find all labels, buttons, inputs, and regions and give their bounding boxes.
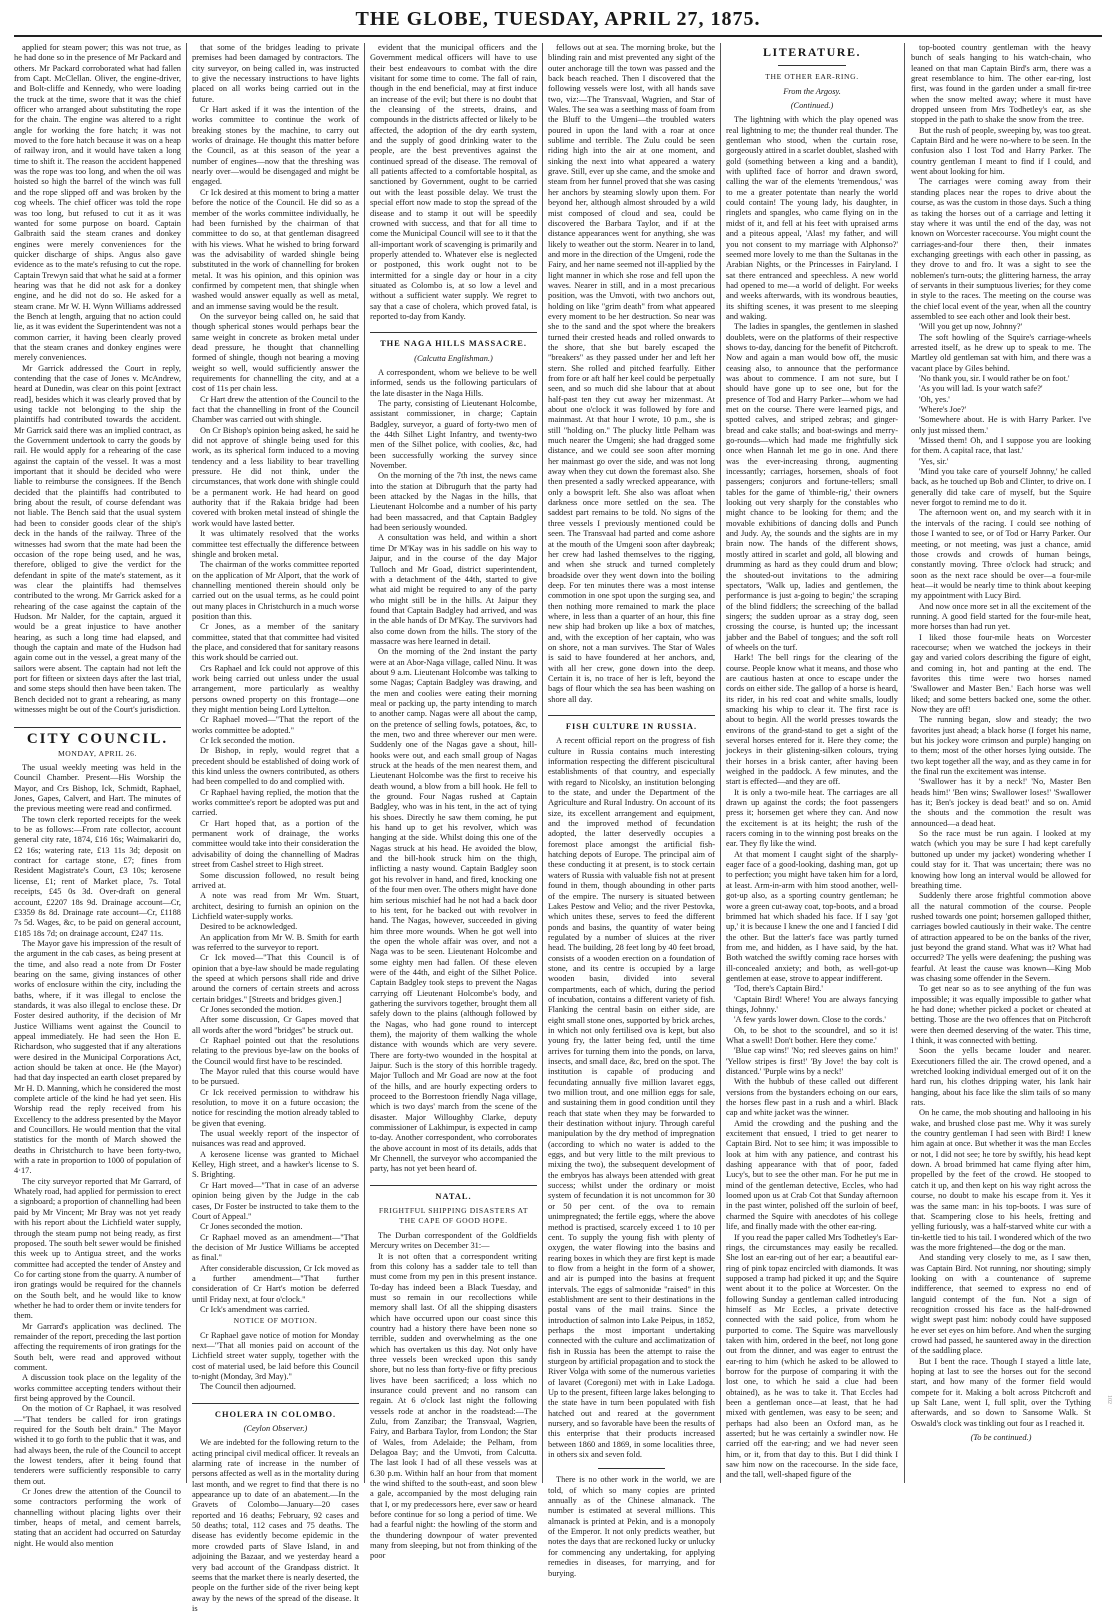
paragraph: that some of the bridges leading to private premises had been damaged by contractors. The city surveyor, on being called in, was instructed to give the necessary instructions to have lights placed on all works being carried out in the future. <box>192 43 359 104</box>
column-3 <box>370 43 537 1561</box>
story-source: From the Argosy. <box>783 86 841 96</box>
paragraph: Hark! The bell rings for the clearing of the course. People know what it means, and those who are cautious hasten at once to escape under the cords on either side. The gallop of a horse is heard, its rider, in his red coat and white smalls, loudly smacking his whip to clear it. The first race is about to begin. All the world presses towards the environs of the grand-stand to get a sight of the several horses entered for it. Here they come; the jockeys in their glistening-silken colours, trying their horses in a brisk canter, after having been weighed in the paddock. A few minutes, and the start is effected—and they are off. <box>726 653 898 787</box>
paragraph: 'Mind you take care of yourself Johnny,' he called back, as he touched up Bob and Clinter, to drive on. I generally did take care of myself, but the Squire never forgot to remind me to do it. <box>911 467 1091 508</box>
section-heading-city-council: CITY COUNCIL. <box>14 727 181 744</box>
paragraph: 'Missed them! Oh, and I suppose you are looking for them. A capital race, that last.' <box>911 436 1091 456</box>
paragraph: On Cr Bishop's opinion being asked, he said he did not approve of shingle being used for this work, as its spherical form induced to a moving tendency and a less liability to bear travelling pressure. He did not think, under the circumstances, that work done with shingle could be a permanent work. He had heard on good authority that if the Rakaia bridge had been covered with broken metal instead of shingle the work would have lasted better. <box>192 425 359 528</box>
paragraph: Cr Ick desired at this moment to bring a matter before the notice of the Council. He did so as a member of the works committee individually, he had been furnished by the chairman of that committee to do so, at that gentleman disagreed with his views. What he wished to bring forward was the advisability of warded shingle being substituted in the work of channelling for broken metal. It was his opinion, and this opinion was confirmed by competent men, that shingle when washed would answer equally as well as metal, and an immense saving would be the result. <box>192 187 359 311</box>
paragraph: Soon the yells became louder and nearer. Executioners filled the air. The crowd opened, and a wretched looking individual emerged out of it on the hard run, his clothes dripping water, his lank hair hanging, about his face like the slim tails of so many rats. <box>911 1046 1091 1108</box>
paragraph: fellows out at sea. The morning broke, but the blinding rain and mist prevented any sight of the outer anchorage till the town was passed and the back beach reached. Then I discovered that the following vessels were lost, with all hands save two, viz:—The Transvaal, Wagrien, and Star of Wales. The sea was a seething mass of foam from the Bluff to the Umgeni—the troubled waters poured in upon the land with a roar at once sublime and terrible. The Zulu could be seen riding high into the air at one moment, and sinking the next into what appeared a watery grave. Still, ever up she came, and the smoke and steam from her funnel proved that she was casing her anchors by steaming slowly upon them. For beyond her, although almost shrouded by a wild mist composed of cloud and sea, could be discovered the Barbara Taylor, and if at the distance appearances went for anything, she was likely to weather out the storm. Nearer in to land, and more in the direction of the Umgeni, rode the Fairy, and her name seemed not ill-applied by the light manner in which she rose and fell upon the waves. Nearer in still, and in a most precarious position, was the Umvoti, with two anchors out, holding on like "grim death" from what appeared every moment to be her destruction. So near was she to the sand and the spot where the breakers turned their crested heads and rolled onwards to the shore, that she but barely escaped the "breakers" as they passed under her and left her stern. She rolled and pitched fearfully. Either from fore or aft half her keel could be perpetually seen, and so much did she labour that at about half-past ten they cut away her mizenmast. At about one o'clock it was followed by fore and mainmast. At that hour I wrote, 10 p.m., she is still "holding on." The plucky little Pelham was much nearer the Umgeni; she had dragged some distance, and we could see soon after morning her mainmast go over the side, and was not long away when they cut down the foremast also. She then presented a sadly wrecked appearance, with only a bowsprit left. She also was afloat when darkness once more settled on the sea. The saddest part remains to be told. No signs of the three vessels I previously mentioned could be seen. The Transvaal had parted and come ashore at the mouth of the Umgeni soon after daybreak; her crew had lashed themselves to the rigging, and when she struck and turned completely broadside over they went down into the boiling deep. For ten minutes there was a most intense commotion in one spot upon the surging sea, and then nothing more remained to mark the place where, in less than a quarter of an hour, this fine new ship had broken up like a box of matches, and, with the exception of her captain, who was on shore, not a man survives. The Star of Wales is said to have foundered at her anchors, and, with all her crew, gone down into the deep. Certain it is, no trace of her is left, beyond the bags of flour which the sea has been washing on shore all day. <box>548 43 715 704</box>
paragraph: It is only a two-mile heat. The carriages are all drawn up against the cords; the foot passengers press it; horsemen get where they can. And now the excitement is at its height; the rush of the racers coming in to the winning post breaks on the ear. They fly like the wind. <box>726 787 898 849</box>
column-divider <box>720 43 721 1483</box>
paragraph: 'Swallower has it by a neck!' 'No, Master Ben heads him!' 'Ben wins; Swallower loses!' 'Swallower has it; Ben's jockey is dead beat!' and so on. Amid the shouts and the commotion the result was announced—a dead heat. <box>911 777 1091 828</box>
paragraph: Cr Hart hoped that, as a portion of the permanent work of drainage, the works committee would take into their consideration the advisability of doing the channelling of Madras street from Cashel street to High street. <box>192 818 359 870</box>
paragraph: The chairman of the works committee reported on the application of Mr Alport, that the work of channelling mentioned therein should only be carried out on the usual terms, as he could point out many places in Christchurch in a much worse position than this. <box>192 560 359 621</box>
paragraph: With the hubbub of these called out different versions from the bystanders echoing on our ears, the horses flew past in a rush and a whirl. Black cap and white jacket was the winner. <box>726 1077 898 1118</box>
paragraph: The usual weekly report of the inspector of nuisances was read and approved. <box>192 1129 359 1149</box>
paragraph: Cr Hart drew the attention of the Council to the fact that the channelling in front of the Council Chamber was carried out with shingle. <box>192 394 359 425</box>
paragraph: 'Yes, sir.' <box>919 456 949 466</box>
masthead: THE GLOBE, TUESDAY, APRIL 27, 1875. <box>14 6 1102 37</box>
paragraph: Cr Raphael pointed out that the resolutions relating to the previous bye-law on the books of the Council would first have to be rescinded. <box>192 1036 359 1066</box>
source-line: (Ceylon Observer.) <box>243 1424 308 1434</box>
paragraph: The lightning with which the play opened was real lightning to me; the thunder real thunder. The gentleman who stood, when the curtain rose, gorgeously attired in a scarlet doublet, slashed with gold (something between a king and a bandit), with uplifted face of horror and drawn sword, calling the war of the elements 'tremendous,' was to me a greater potentate than nearly the world could contain! The young lady, his daughter, in ringlets and spangles, who came flying on in the midst of it, and fell at his feet with upraised arms and a piteous appeal, 'Alas! my father, and will you not consent to my marriage with Alphonso?' seemed more lovely to me than the Sultanas in the Arabian Nights, or the Princesses in Fairyland. I sat there entranced and speechless. A new world had opened to me—a world of delight. For weeks and weeks afterwards, with its wondrous beauties, its shifting scenes, it was present to me sleeping and waking. <box>726 115 898 321</box>
column-2 <box>192 43 359 1613</box>
paragraph: 'Somewhere about. He is with Harry Parker. I've only just missed them.' <box>911 415 1091 435</box>
paragraph: Cr Hart asked if it was the intention of the works committee to continue the work of breaking stones by the machine, to carry out works of drainage. He thought this matter before the Council, as at this season of the year a number of engines—now that the threshing was nearly over—would be disengaged and might be engaged. <box>192 105 359 187</box>
column-divider <box>364 43 365 1483</box>
paragraph: The usual weekly meeting was held in the Council Chamber. Present—His Worship the Mayor, and Crs Bishop, Ick, Schmidt, Raphael, Jones, Gapes, Calvert, and Hart. The minutes of the previous meeting were read and confirmed. <box>14 763 181 814</box>
paragraph: Cr Ick's amendment was carried. <box>200 1304 310 1314</box>
paragraph: The Durban correspondent of the Goldfields Mercury writes on December 31:— <box>370 1230 537 1251</box>
columns <box>14 43 1102 1613</box>
column-divider <box>904 43 905 1483</box>
paragraph: 'Oh, yes.' <box>919 394 950 404</box>
paragraph: And now once more set in all the excitement of the running. A good field started for the four-mile heat, more horses than had run yet. <box>911 601 1091 632</box>
paragraph: Cr Ick received permission to withdraw his resolution, to move it on a future occasion; the notice for rescinding the motion already tabled to be given that evening. <box>192 1087 359 1128</box>
section-heading-fish-culture: FISH CULTURE IN RUSSIA. <box>548 715 715 732</box>
paragraph: I liked those four-mile heats on Worcester racecourse; when we watched the jockeys in their gay and varied colors describing the figure of eight, and coming in, hot and panting at the end. The favorites this time were two horses named 'Swallower and Master Ben.' Each horse was well liked; and some betters backed one, some the other. Now they are off! <box>911 632 1091 714</box>
paragraph: Suddenly there arose frightful commotion above all the natural commotion of the course. People rushed towards one point; horsemen galloped thither, carriages bowled cautiously in their wake. The centre of attraction appeared to be on the banks of the river, just beyond the grand stand. What was it? What had occurred? The yells were deafening; the pushing was fearful. At least the cause was known—King Mob was chasing some offender in the Severn. <box>911 891 1091 983</box>
paragraph: The Mayor ruled that this course would have to be pursued. <box>192 1067 359 1087</box>
paragraph: Cr Raphael gave notice of motion for Monday next—"That all monies paid on account of the Lichfield street water supply, together with the cost of material used, be laid before this Council to-night (Monday, 3rd May)." <box>192 1330 359 1381</box>
paragraph: A note was read from Mr Wm. Stuart, architect, desiring to furnish an opinion on the Lichfield water-supply works. <box>192 891 359 921</box>
paragraph: The Mayor gave his impression of the result of the argument in the cab cases, as being present at the time, and also read a note from Dr Foster bearing on the same, giving instances of other works of enclosure within the city, including the baths, where, if it was illegal to enclose the standards, it was also illegal to enclose these. Dr Foster desired authority, if the decision of Mr Justice Williams went against the Council to appeal immediately. He had seen the Hon E. Richardson, who suggested that if any alterations were desired in the Municipal Corporations Act, action should be taken at once. He (the Mayor) had that day inspected an earth closet prepared by Mr H. D. Manning, which he considered the most complete article of the kind he had yet seen. His Worship read the reply received from his Excellency to the address presented by the Mayor and Councillors. He would mention that the vital statistics for the month of March showed the deaths in Christchurch to have been forty-two, with a rate in proportion to 1000 of population of 4·17. <box>14 938 181 1176</box>
paragraph: 'Where's Joe?' <box>919 405 967 415</box>
separator-rule <box>598 1468 665 1469</box>
paragraph: But I bent the race. Though I stayed a little late, hoping at last to see the horses out for the second start, and how many of the former field would compete for it. Making a bolt across Pitchcroft and up Salt Lane, went I, full split, over the Tything afterwards, and so down to Sansome Walk. St Oswald's clock was tinkling out four as I reached it. <box>911 1356 1091 1428</box>
paragraph: evident that the municipal officers and the Government medical officers will have to use their best endeavours to combat with the dire visitant for some time to come. The fall of rain, though in the end beneficial, may at first induce an increase of the evil; but there is no doubt that the cleansing of the streets, drains, and compounds in the districts affected or likely to be affected, the adoption of the dry earth system, and the supply of good drinking water to the people, are the best preventives against the continued spread of the disease. The removal of all patients affected to a comfortable hospital, as sanctioned by Government, ought to be carried out with the least possible delay. We trust the special effort now made to stop the spread of the disease and to stamp it out will be speedily crowned with success, and that for all time to come the Municipal Council will see to it that the all-important work of scavenging is primarily and properly attended to. Whatever else is neglected or postponed, this work ought not to be intermitted for a single day or hour in a city situated as Colombo is, at so low a level and without a sufficient water supply. We regret to say that a case of cholera, which proved fatal, is reported to-day from Kandy. <box>370 43 537 321</box>
continued-note: (Continued.) <box>790 101 834 111</box>
paragraph: The Council then adjourned. <box>200 1382 296 1392</box>
paragraph: At that moment I caught sight of the sharply-eager face of a good-looking, dashing man, got up to perfection; you might have taken him for a lord, at least. Arm-in-arm with him stood another, well-got-up also, as a sporting country gentleman; he wore a green cut-away coat, top-boots, and a broad brimmed hat which shaded his face. If I say 'got up,' it is because I knew the one and I fancied I did the other. But the latter's face was partly turned from me, and hidden, as I have said, by the hat. Both watched the swiftly coming race horses with ill-concealed anxiety; and both, as well-got-up gentlemen at ease, strove to appear indifferent. <box>726 849 898 983</box>
paragraph: 'Will you get up now, Johnny?' <box>919 322 1023 332</box>
paragraph: Cr Jones seconded the motion. <box>200 1222 303 1232</box>
paragraph: So the race must be run again. I looked at my watch (which you may be sure I had kept carefully buttoned up under my jacket) wondering whether I could stay for it. That was uncertain; there was no knowing how long an interval would be allowed for breathing time. <box>911 829 1091 890</box>
paragraph: The ladies in spangles, the gentlemen in slashed doublets, were on the platforms of their respective shows to-day, dancing for the benefit of Pitchcroft. Now and again a man would bow off, the music ceasing also, to announce that the performance was about to commence. I am not sure, but I should have gone up to see one, but for the presence of Tod and Harry Parker—whom we had met on the course. There were learned pigs, and spotted calves, and striped zebras; and ginger-bread and cake stalls; and boat-swings and merry-go-rounds—which had made me frightfully sick once when Hannah let me go in one. And there was the ever-increasing throng, augmenting incessantly; carriages, horsemen, shoals of foot passengers; conjurors and fortune-tellers; small tables for the game of 'thimble-rig,' their owners looking out very sharply for the constables who might chance to be looking for them; and the movable exhibitions of dancing dolls and Punch and Judy. Ay, the sounds and the sights are in my brain now. The hands of the different shows, mostly attired in scarlet and gold, all blowing and drumming as hard as they could drum and blow; the shouted-out invitations to the admiring spectators, 'Walk up, ladies and gentlemen, the performance is just a-going to begin;' the scraping of the blind fiddlers; the screeching of the ballad singers; the sudden uproar as a stray dog, seen crossing the course, is hunted up; the incessant jabber and the Babel of tongues; and the soft roll of wheels on the turf. <box>726 322 898 652</box>
paragraph: Mr Garrard's application was declined. The remainder of the report, preceding the last portion affecting the requirements of iron gratings for the South belt, were read and approved without comment. <box>14 1321 181 1372</box>
paragraph: 'Tod, there's Captain Bird.' <box>734 984 823 994</box>
paragraph: On the morning of the 7th inst, the news came into the station at Dibrugurh that the party had been attacked by the Nagas in the hills, that Lieutenant Holcombe and a number of his party had been massacred, and that Captain Badgley had been seriously wounded. <box>370 471 537 533</box>
section-heading-cholera: CHOLERA IN COLOMBO. <box>192 1403 359 1420</box>
paragraph: Cr Ick seconded the motion. <box>200 736 295 746</box>
column-4 <box>548 43 715 1578</box>
section-heading-literature: LITERATURE. <box>763 45 861 59</box>
paragraph: It is not often that a correspondent writing from this colony has a sadder tale to tell than must come from my pen in this present instance. To-day has indeed been a Black Tuesday, and must so remain in our recollections while memory shall last. Of all the shipping disasters which have occurred upon our coast since this country had a history there have been none so terrible, sudden and overwhelming as the one which has overtaken us this day. Not only have three vessels been wrecked upon this sandy shore, but no less than forty-five or fifty precious lives have been sacrificed; a loss which no insurance could prevent and no ransom can regain. At 6 o'clock last night the following vessels rode at anchor in the roadstead:—The Zulu, from Zanzibar; the Transvaal, Wagrien, Fairy, and Barbara Taylor, from London; the Star of Wales, from Adelaide; the Pelham, from Delagoa Bay; and the Umvoti, from Calcutta. The last look I had of all these vessels was at 6.30 p.m. Within half an hour from that moment the wind shifted to the south-east, and soon blew a gale, accompanied by the most deluging rain that I, or my predecessors here, ever saw or heard before continue for so long a period of time. We had a fearful night: the howling of the storm and the thundering downpour of water prevented many from sleeping, but not from thinking of the poor <box>370 1251 537 1561</box>
paragraph: The afternoon went on, and my search with it in the intervals of the racing. I could see nothing of those I wanted to see, or of Tod or Harry Parker. Our meeting, or not meeting, was just a chance, amid those crowds and crowds of human beings, constantly moving. Three o'clock had struck; and soon as the next race should be over—a four-mile heat—it would be nearly time to think about keeping my appointment with Lucy Bird. <box>911 508 1091 601</box>
paragraph: Mr Garrick addressed the Court in reply, contending that the case of Jones v. McAndrew, heard at Dunedin, was clear on this point [extract read], besides which it was clearly proved that by using tackle not belonging to the ship the plaintiffs had contributed towards the accident. Mr Garrick said there was an implied contract, as the Government undertook to carry the goods by rail. He would apply for a rehearing of the case against the captain of the vessel. It was a most important that it should be decided who were liable to reimburse the consignees. If the Bench decided that the plaintiffs had contributed to bring about the result, of course defendant was not liable. The Bench said that the usual system had been to consider goods clear of the ship's deck in the hands of the railway. Three of the witnesses had sworn that the mate had been the occasion of the rope being used, and he was, therefore, obliged to give the verdict for the defendant in spite of the mate's statement, as it was clear the plaintiffs had themselves contributed to the wrong. Mr Garrick asked for a rehearing of the case against the captain of the Hudson. Mr Nalder, for the captain, argued it would be a great injustice to have another hearing, as such a long time had elapsed, and though the captain and mate of the Hudson had again come out in the vessel, a great many of the sailors were absent. The captain had not left the port for fifteen or sixteen days after the last trial, and some steps should then have been taken. The Bench decided not to grant a rehearing, as many witnesses might be out of the Court's jurisdiction. <box>14 363 181 714</box>
subheading-notice-of-motion: NOTICE OF MOTION. <box>233 1316 318 1326</box>
paragraph: Cr Hart moved—"That in case of an adverse opinion being given by the Judge in the cab cases, Dr Foster be instructed to take them to the Court of Appeal." <box>192 1180 359 1221</box>
paragraph: The carriages were coming away from their standing places near the ropes to drive about the course, as was the custom in those days. Such a thing as taking the horses out of a carriage and letting it stay where it was until the end of the day, was not known on Worcester racecourse. You might count the carriages-and-four there then, their inmates exchanging greetings with each other in passing, as they drove to and fro. It was a sight to see the noblemen's turn-outs; the glittering harness, the array of servants in their sumptuous liveries; for they come in style to the races. The meeting on the course was the chief local event of the year, when all the country assembled to see each other and look their best. <box>911 177 1091 321</box>
separator-rule <box>778 65 847 66</box>
paragraph: A discussion took place on the legality of the works committee accepting tenders without their first being approved by the Council. <box>14 1373 181 1403</box>
paragraph: 'Blue cap wins!' 'No; red sleeves gains on him!' 'Yellow stripes is first!' 'By Jove! the bay colt is distanced.' 'Purple wins by a neck!' <box>726 1046 898 1076</box>
paragraph: The soft howling of the Squire's carriage-wheels arrested itself, as he drew up to speak to me. The Martley old gentleman sat with him, and there was a vacant place by Giles behind. <box>911 332 1091 373</box>
paragraph: To get near so as to see anything of the fun was impossible; it was equally impossible to gather what he had done; whether picked a pocket or cheated at betting. Those are the two offences that on Pitchcroft were then deemed deserving of the water. This time, I think, it was connected with betting. <box>911 984 1091 1045</box>
paragraph: The city surveyor reported that Mr Garrard, of Whately road, had applied for permission to erect a signboard; a proportion of channelling had been paid by Mr Vincent; Mr Bray was not yet ready with his report about the Lichfield water supply, through the steam pump not being ready, as first proposed. The south belt sewer would be finished this week up to Antigua street, and the works committee had accepted the tender of Anstey and Co for carting stone from the quarry. A number of iron gratings would be required for the channels on the South belt, and he would like to know whether he had to order them or invite tenders for them. <box>14 1176 181 1321</box>
paragraph: An application from Mr W. B. Smith for earth was referred to the surveyor to report. <box>192 932 359 952</box>
column-6 <box>911 43 1091 1483</box>
paragraph: top-booted country gentleman with the heavy bunch of seals hanging to his watch-chain, who leaned on that man Captain Bird's arm, there was a great resemblance to him. The other ear-ring, lost first, was found in the garden under a small fir-tree when the snow melted away; where it must have dropped unseen from Mrs Todhetley's ear, as she stopped in the path to shake the snow from the tree. <box>911 43 1091 125</box>
paragraph: There is no other work in the world, we are told, of which so many copies are printed annually as of the Chinese almanack. The number is estimated at several millions. This almanack is printed at Pekin, and is a monopoly of the Emperor. It not only predicts weather, but notes the days that are reckoned lucky or unlucky for commencing any undertaking, for applying remedies in diseases, for marrying, and for burying. <box>548 1475 715 1578</box>
paragraph: We are indebted for the following return to the acting principal civil medical officer. It reveals an alarming rate of increase in the number of persons affected as well as in the mortality during last month, and we regret to find that there is no appearance up to date of an abatement.—In the Gravets of Colombo—January—20 cases reported and 16 deaths; February, 92 cases and 50 deaths; total, 112 cases and 75 deaths. The disease has evidently become epidemic in the more crowded parts of Slave Island, in and adjoining the Bazaar, and we yesterday heard a very bad account of the Grandpass district. It seems that the market there is nearly deserted, the people on the further side of the river being kept away by the news of the spread of the disease. It is <box>192 1438 359 1613</box>
column-5 <box>726 43 898 1483</box>
paragraph: A consultation was held, and within a short time Dr M'Kay was in his saddle on his way to Jaipur, and in the course of the day Major Tulloch and Mr Goad, district superintendent, with a detachment of the 44th, started to give what aid might be required to any of the party who might still be in the hills. At Jaipur they found that Captain Badgley had arrived, and was in the able hands of Dr M'Kay. The survivors had also come down from the hills. The story of the massacre was here learned in detail. <box>370 533 537 646</box>
paragraph: Crs Raphael and Ick could not approve of this work being carried out unless under the usual arrangement, more particularly as wealthy persons owned property on this frontage—one they might mention being Lord Lyttelton. <box>192 663 359 714</box>
paragraph: If you read the paper called Mrs Todhetley's Ear-rings, the circumstances may easily be recalled. She lost an ear-ring out of her ear; a beautiful ear-ring of pink topaz encircled with diamonds. It was supposed a tramp had picked it up; and the Squire went about it to the police at Worcester. On the following Sunday a gentleman called introducing himself as Mr Eccles, a private detective connected with the said police, from whom he purported to come. The Squire was marvellously taken with him, ordered in the beef, not long gone out from the dinner, and was eager to entrust the ear-ring to him (which he asked to be allowed to borrow for the purpose of comparing it with the lost one, to which he said a clue had been obtained), as he was to take it. That Eccles had been a gentleman once—at least, that he had mixed with gentlemen, was easy to be seen; and perhaps had also been an Oxford man, as he asserted; but he was certainly a swindler now. He carried off the ear-ring; and we had never seen him, or it, from that day to this. But I did think I saw him now on the racecourse. In the side face, and the tall, well-shaped figure of the <box>726 1232 898 1480</box>
column-divider <box>542 43 543 1483</box>
paragraph: It was ultimately resolved that the works committee test effectually the difference between shingle and broken metal. <box>192 529 359 559</box>
to-be-continued-note: (To be continued.) <box>970 1433 1032 1443</box>
paragraph: Dr Bishop, in reply, would regret that a precedent should be established of doing work of this kind unless the owners contributed, as others had been compelled to do and complied with. <box>192 746 359 787</box>
paragraph: Some discussion followed, no result being arrived at. <box>192 870 359 890</box>
dateline: MONDAY, APRIL 26. <box>57 748 138 758</box>
subheading-shipping-disasters: FRIGHTFUL SHIPPING DISASTERS AT THE CAPE OF GOOD HOPE. <box>378 1206 529 1226</box>
paragraph: The running began, slow and steady; the two favorites just ahead; a black horse (I forget his name, but his jockey wore crimson and purple) hanging on to them; most of the other horses lying outside. The two kept together all the way, and as they came in for the final run the excitement was intense. <box>911 715 1091 777</box>
paragraph: Oh, to be shot to the scoundrel, and so it is! What a swell! Don't bother. Here they come.' <box>726 1025 898 1045</box>
paragraph: 'No thank you, sir. I would rather be on foot.' <box>919 374 1070 383</box>
edge-mark: 102 <box>1106 1395 1112 1404</box>
paragraph: Cr Jones, as a member of the sanitary committee, stated that that committee had visited the place, and considered that for sanitary reasons this work should be carried out. <box>192 622 359 663</box>
paragraph: The party, consisting of Lieutenant Holcombe, assistant commissioner, in charge; Captain Badgley, surveyor, a guard of forty-two men of the 44th Silhet Light Infantry, and twenty-two men of the Silhet police, with coolies, &c, had been successfully working the survey since November. <box>370 399 537 471</box>
story-title: THE OTHER EAR-RING. <box>765 72 859 82</box>
column-1 <box>14 43 181 1548</box>
paragraph: On the motion of Cr Raphael, it was resolved—"That tenders be called for iron gratings required for the South belt drain." The Mayor wished it to go forth to the public that it was, and had always been, the rule of the Council to accept the lowest tenders, after it being found that tenderers were sufficiently responsible to carry them out. <box>14 1404 181 1486</box>
paragraph: Cr Jones seconded the motion. <box>200 1004 303 1014</box>
paragraph: applied for steam power; this was not true, as he had done so in the presence of Mr Packard and others. Mr Packard corroborated what had fallen from Capt. McClellan. Oliver, the engine-driver, and Bolt-cliffe and Kennedy, who were loading the truck at the time, swore that it was the chief officer who arranged about substituting the rope for the chain. The engine was altered to a right angle for working the fore hatch; it was not moved to the fore hatch because it was on a heap of railway iron, and it would have taken a long time to shift it. The reason the accident happened was the rope was too long, and when the oil was hoisted so high the barrel of the winch was full and the rope slipped off and was broken by the cog wheels. The chief officer was told the rope was too long, but refused to cut it as it was wanted for some purpose on board. Captain Galbraith said the steam cranes and donkey engines were merely conveniences for the quicker discharge of ships. Angus also gave evidence as to the mate's refusing to cut the rope. Captain Trewyn said that what he said at a former hearing was that he did not ask for a donkey engine, and he did not do so. He asked for a steam crane. Mr W. H. Wynn Williams addressed the Bench at length, arguing that no action could lie, as it was evident the Superintendent was not a common carrier, it having been clearly proved that the steam cranes and donkey engines were merely conveniences. <box>14 43 181 363</box>
paragraph: And standing very closely to me, as I saw then, was Captain Bird. Not running, nor shouting; simply looking on with a countenance of supreme indifference, that seemed to express no end of languid contempt of the fun. Not a sign of recognition crossed his face as the half-drowned wight swept past him: nobody could have supposed he ever set eyes on him before. And when the surging crowd had passed, he sauntered away in the direction of the saddling place. <box>911 1253 1091 1356</box>
paragraph: 'As you will lad. Is your watch safe?' <box>919 384 1043 394</box>
paragraph: On he came, the mob shouting and hallooing in his wake, and brushed close past me. Why it was surely the country gentleman I had seen with Bird! I knew him again at once. But whether it was the man Eccles or not, I did not see; he tore by swiftly, his head kept down. A broad brimmed hat came flying after him, propelled by the feet of the crowd. He stooped to catch it up, and then kept on his way right across the course, no doubt to make his escape from it. Yes it was the same man: in his top-boots. I was sure of that. Scampering close to his heels, fretting and yelling furiously, was a half-starved white cur with a tin-kettle tied to his tail. I wondered which of the two was the more frightened—the dog or the man. <box>911 1108 1091 1252</box>
paragraph: A correspondent, whom we believe to be well informed, sends us the following particulars of the late disaster in the Naga Hills. <box>370 367 537 398</box>
section-heading-naga-hills: THE NAGA HILLS MASSACRE. <box>370 332 537 349</box>
paragraph: Cr Ick moved—"That this Council is of opinion that a bye-law should be made regulating the speed at which persons shall ride and drive around the corners of certain streets and across certain bridges." [Streets and bridges given.] <box>192 953 359 1004</box>
paragraph: Cr Raphael moved as an amendment—"That the decision of Mr Justice Williams be accepted as final." <box>192 1232 359 1263</box>
paragraph: But the rush of people, sweeping by, was too great. Captain Bird and he were no-where to be seen. In the confusion also I lost Tod and Harry Parker. The country gentleman I meant to find if I could, and went about looking for him. <box>911 125 1091 177</box>
section-heading-natal: NATAL. <box>370 1185 537 1202</box>
paragraph: On the morning of the 2nd instant the party were at an Abor-Naga village, called Ninu. It was about 9 a.m. Lieutenant Holcombe was talking to some Nagas; Captain Badgley was drawing, and the men and coolies were eating their morning meal or packing up, the party intending to march to another camp. Nagas were all about the camp, on the pretence of selling fowls, potatoes, &c, to the men, two and three wherever our men were. Suddenly one of the Nagas gave a shout, hill-hooks were out, and each small group of Nagas struck at the heads of the men nearest them, and Lieutenant Holcombe was the first to receive his death wound, a blow from a bill hook. He fell to the ground. Four Nagas rushed at Captain Badgley, who was in his tent, in the act of tying his shoes. Directly he saw them coming, he put his hand up to get his revolver, which was hanging at the side. Whilst doing this one of the Nagas struck at his head. He avoided the blow, and the bill-hook struck him on the thigh, inflicting a nasty wound. Captain Badgley soon got his revolver in hand, and fired, knocking one of the four men over. The others might have done him serious mischief had he not had a back door to his tent, for he backed out with revolver in hand. The Nagas, however, succeeded in giving him three more wounds. When he got well into the open the whole affair was over, and not a Naga was to be seen. Lieutenant Holcombe and some eighty men had fallen. Of these eleven were of the 44th, and eight of the Silhet Police. Captain Badgley took steps to prevent the Nagas carrying off Lieutenant Holcombe's body, and gathering the survivors together, brought them all safely down to the plains (although followed by the Nagas, who had gone round to intercept them), the majority of them walking the whole distance with wounds which are very severe. There are forty-two wounded in the hospital at Jaipur. Such is the story of this horrible tragedy. Major Tulloch and Mr Goad are now at the foot of the hills, and are hourly expecting orders to proceed to the Borrestoon friendly Naga village, which is two days' march from the scene of the disaster. Major Willoughby Clarke, deputy commissioner of Lakhimpur, is expected in camp to-day. Another correspondent, who corroborates the above account in most of its details, adds that Mr Chennell, the surveyor who accompanied the party, has not yet been heard of. <box>370 647 537 1174</box>
paragraph: A kerosene license was granted to Michael Kelley, High street, and a hawker's license to S. S. Brighting. <box>192 1149 359 1180</box>
paragraph: Cr Jones drew the attention of the Council to some contractors performing the work of channelling without placing lights over their timber, heaps of metal, and cement barrels, stating that an accident had occurred on Saturday night. He would also mention <box>14 1487 181 1548</box>
paragraph: Amid the crowding and the pushing and the excitement that ensued, I tried to get nearer to Captain Bird. Not to see him; it was impossible to look at him with any patience, and contrast his dashing appearance with that of poor, faded Lucy's, but to see the other man. For he put me in mind of the gentleman detective, Eccles, who had loomed upon us at Crab Cot that Sunday afternoon in the past winter, polished off the surloin of beef, charmed the Squire with anecdotes of his college life, and finally made with the other ear-ring. <box>726 1118 898 1232</box>
paragraph: A recent official report on the progress of fish culture in Russia contains much interesting information respecting the different piscicultural establishments of that country, and especially with regard to Nicolsky, an institution belonging to the state, and under the Department of the Agriculture and Rural Industry. On account of its size, its excellent arrangement and equipment, and the improved method of fecundation adopted, the latter deservedly occupies a foremost place amongst the artificial fish-hatching depots of Europe. The principal aim of these conducting it at present, is to stock certain waters of Russia with valuable fish not at present found in them, though abounding in other parts of the empire. The nursery is situated between Lakes Pestow and Velio; and the river Pestovka, which unites these, serves to feed the different ponds and basins, the quantity of water being regulated by a number of sluices at the river head. The building, 28 feet long by 40 feet broad, consists of a wooden erection on a foundation of stone, and its centre is occupied by a large wooden basin, divided into several compartments, each of which, during the period of incubation, contains a different variety of fish. Flanking the central basin on either side, are eight small stone ones, supported by brick arches, in which not only fertilised ova is kept, but also young fry, the latter being fed, until the time arrives for turning them into the ponds, on larva, insects, and small dace, &c, bred on the spot. The institution is capable of producing and fecundating annually five million lavaret eggs, two million trout, and one million eggs for sale, and sustaining them in good condition until they reach that state when they may be forwarded to their destination without injury. Through careful manipulation by the dry method of impregnation (according to which no water is added to the eggs, and but very little to the milt previous to mixing the two), the subsequent development of the embryos has always been attended with great success; whilst under the ordinary or moist system of fecundation it is not uncommon for 30 or 50 per cent. of the ova to remain unimpregnated; the fertile eggs, where the above method is practised, scarcely exceed 1 to 10 per cent. To supply the young fish with plenty of oxygen, the water flowing into the basins and rearing boxes in which they are first kept is made to flow from a height in the form of a shower, and air is pumped into the basins at frequent intervals. The eggs of salmonidæ "raised" in this establishment are sent to their destinations in the postal vans of the mail trains. Since the introduction of salmon into Lake Peipus, in 1852, perhaps the most important undertaking connected with the culture and acclimatization of fish in Russia has been the attempt to raise the sturgeon by artificial propagation and to stock the River Volga with some of the numerous varieties of lavaret (Coregoni) met with in Lake Ladoga. Up to the present, fifteen large lakes belonging to the state have in turn been populated with fish hatched out and reared at the government nursery, and so favorable have been the results of this enterprise that their products increased between 1860 and 1869, in some localities three, in others six and seven fold. <box>548 736 715 1460</box>
paragraph: Desired to be acknowledged. <box>200 922 298 932</box>
paragraph: Cr Raphael having replied, the motion that the works committee's report be adopted was put and carried. <box>192 787 359 818</box>
paragraph: 'Captain Bird! Where! You are always fancying things, Johnny.' <box>726 994 898 1014</box>
paragraph: After considerable discussion, Cr Ick moved as a further amendment—"That further consideration of Cr Hart's motion be deferred until Friday next, at four o'clock." <box>192 1263 359 1304</box>
column-divider <box>186 43 187 1483</box>
paragraph: After some discussion, Cr Gapes moved that all words after the word "bridges" be struck out. <box>192 1015 359 1035</box>
paragraph: The town clerk reported receipts for the week to be as follows:—From rate collector, account general city rate, 1874, £16 16s; Waimakariri do, £2 16s; watering rate, £13 11s 3d; deposit on contract for cartage stone, £7; fines from Resident Magistrate's Court, £3 10s; kerosene license, £1; rent of Market place, 7s. Total receipts, £45 0s 3d. Over-draft on general account, £2207 18s 9d. Drainage account—Cr, £3359 8s 8d. Drainage rate account—Cr, £1188 7s 5d. Wages, &c, to be paid on general account, £185 18s 7d; on drainage account, £247 11s. <box>14 814 181 938</box>
source-line: (Calcutta Englishman.) <box>414 353 493 363</box>
paragraph: On the surveyor being called on, he said that though spherical stones would perhaps bear the same weight in concrete as broken metal under dead pressure, he thought that channelling formed of shingle, though not bearing a moving weight so well, would sufficiently answer the requirements for channelling the city, and at a cost of 11s per chain less. <box>192 311 359 394</box>
paragraph: Cr Raphael moved—"That the report of the works committee be adopted." <box>192 715 359 735</box>
paragraph: 'A few yards lower down. Close to the cords.' <box>734 1015 886 1025</box>
